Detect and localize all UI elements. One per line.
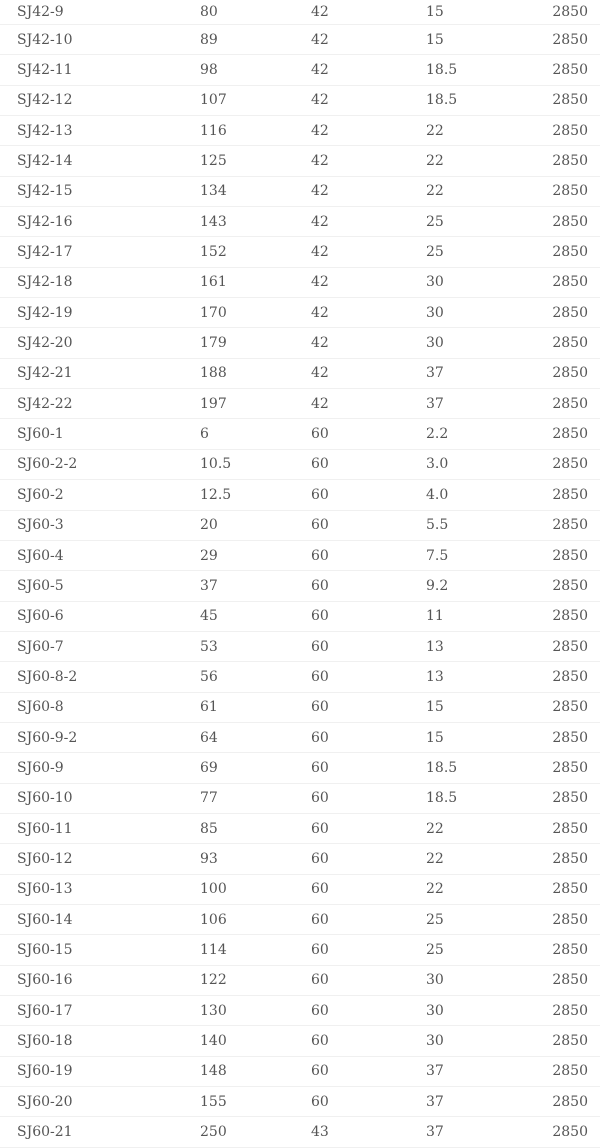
model-cell: SJ60-16	[0, 965, 200, 995]
power-cell: 30	[426, 328, 542, 358]
table-row	[0, 996, 600, 1026]
flow-cell: 89	[200, 25, 311, 55]
table-row	[0, 207, 600, 237]
model-cell: SJ60-7	[0, 631, 200, 661]
speed-cell: 2850	[542, 692, 600, 722]
head-cell: 60	[311, 631, 426, 661]
speed-cell: 2850	[542, 904, 600, 934]
head-cell: 60	[311, 601, 426, 631]
head-cell: 60	[311, 874, 426, 904]
head-cell: 60	[311, 449, 426, 479]
head-cell: 42	[311, 25, 426, 55]
head-cell: 42	[311, 328, 426, 358]
power-cell: 37	[426, 1056, 542, 1086]
table-row	[0, 1026, 600, 1056]
table-row	[0, 389, 600, 419]
table-row	[0, 267, 600, 297]
model-cell: SJ60-17	[0, 996, 200, 1026]
flow-cell: 45	[200, 601, 311, 631]
speed-cell: 2850	[542, 176, 600, 206]
power-cell: 15	[426, 722, 542, 752]
head-cell: 42	[311, 116, 426, 146]
model-cell: SJ60-2-2	[0, 449, 200, 479]
power-cell: 15	[426, 0, 542, 25]
model-cell: SJ42-22	[0, 389, 200, 419]
speed-cell: 2850	[542, 571, 600, 601]
head-cell: 42	[311, 389, 426, 419]
table-row	[0, 55, 600, 85]
power-cell: 18.5	[426, 753, 542, 783]
power-cell: 30	[426, 298, 542, 328]
speed-cell: 2850	[542, 722, 600, 752]
model-cell: SJ42-18	[0, 267, 200, 297]
speed-cell: 2850	[542, 267, 600, 297]
model-cell: SJ60-19	[0, 1056, 200, 1086]
speed-cell: 2850	[542, 783, 600, 813]
power-cell: 18.5	[426, 55, 542, 85]
power-cell: 37	[426, 389, 542, 419]
power-cell: 15	[426, 25, 542, 55]
flow-cell: 179	[200, 328, 311, 358]
model-cell: SJ60-6	[0, 601, 200, 631]
speed-cell: 2850	[542, 813, 600, 843]
model-cell: SJ42-21	[0, 358, 200, 388]
flow-cell: 155	[200, 1087, 311, 1117]
head-cell: 42	[311, 358, 426, 388]
table-row	[0, 0, 600, 25]
table-row	[0, 601, 600, 631]
head-cell: 60	[311, 1087, 426, 1117]
head-cell: 42	[311, 146, 426, 176]
speed-cell: 2850	[542, 25, 600, 55]
speed-cell: 2850	[542, 935, 600, 965]
model-cell: SJ42-12	[0, 85, 200, 115]
table-row	[0, 419, 600, 449]
head-cell: 60	[311, 722, 426, 752]
table-row	[0, 965, 600, 995]
table-row	[0, 237, 600, 267]
head-cell: 60	[311, 1026, 426, 1056]
model-cell: SJ60-11	[0, 813, 200, 843]
table-row	[0, 692, 600, 722]
table-row	[0, 662, 600, 692]
speed-cell: 2850	[542, 207, 600, 237]
model-cell: SJ60-14	[0, 904, 200, 934]
flow-cell: 20	[200, 510, 311, 540]
power-cell: 2.2	[426, 419, 542, 449]
flow-cell: 116	[200, 116, 311, 146]
model-cell: SJ42-16	[0, 207, 200, 237]
head-cell: 60	[311, 813, 426, 843]
head-cell: 60	[311, 662, 426, 692]
power-cell: 30	[426, 1026, 542, 1056]
speed-cell: 2850	[542, 237, 600, 267]
table-row	[0, 783, 600, 813]
model-cell: SJ42-11	[0, 55, 200, 85]
head-cell: 43	[311, 1117, 426, 1147]
table-row	[0, 510, 600, 540]
head-cell: 42	[311, 207, 426, 237]
flow-cell: 56	[200, 662, 311, 692]
model-cell: SJ42-13	[0, 116, 200, 146]
head-cell: 42	[311, 0, 426, 25]
table-row	[0, 480, 600, 510]
table-row	[0, 449, 600, 479]
power-cell: 13	[426, 631, 542, 661]
table-row	[0, 631, 600, 661]
power-cell: 37	[426, 358, 542, 388]
flow-cell: 61	[200, 692, 311, 722]
head-cell: 60	[311, 419, 426, 449]
flow-cell: 161	[200, 267, 311, 297]
flow-cell: 77	[200, 783, 311, 813]
flow-cell: 100	[200, 874, 311, 904]
flow-cell: 250	[200, 1117, 311, 1147]
power-cell: 15	[426, 692, 542, 722]
table-row	[0, 1087, 600, 1117]
table-row	[0, 904, 600, 934]
speed-cell: 2850	[542, 662, 600, 692]
flow-cell: 6	[200, 419, 311, 449]
table-row	[0, 540, 600, 570]
model-cell: SJ42-14	[0, 146, 200, 176]
flow-cell: 98	[200, 55, 311, 85]
flow-cell: 134	[200, 176, 311, 206]
table-row	[0, 1117, 600, 1147]
head-cell: 60	[311, 844, 426, 874]
table-row	[0, 176, 600, 206]
flow-cell: 80	[200, 0, 311, 25]
flow-cell: 53	[200, 631, 311, 661]
model-cell: SJ60-13	[0, 874, 200, 904]
power-cell: 37	[426, 1087, 542, 1117]
flow-cell: 106	[200, 904, 311, 934]
head-cell: 42	[311, 85, 426, 115]
speed-cell: 2850	[542, 1056, 600, 1086]
flow-cell: 93	[200, 844, 311, 874]
table-row	[0, 116, 600, 146]
table-row	[0, 85, 600, 115]
flow-cell: 85	[200, 813, 311, 843]
flow-cell: 170	[200, 298, 311, 328]
power-cell: 30	[426, 996, 542, 1026]
speed-cell: 2850	[542, 1087, 600, 1117]
model-cell: SJ60-18	[0, 1026, 200, 1056]
flow-cell: 12.5	[200, 480, 311, 510]
model-cell: SJ60-4	[0, 540, 200, 570]
head-cell: 60	[311, 996, 426, 1026]
speed-cell: 2850	[542, 510, 600, 540]
head-cell: 60	[311, 1056, 426, 1086]
power-cell: 30	[426, 965, 542, 995]
head-cell: 60	[311, 935, 426, 965]
power-cell: 13	[426, 662, 542, 692]
head-cell: 60	[311, 965, 426, 995]
power-cell: 25	[426, 935, 542, 965]
flow-cell: 130	[200, 996, 311, 1026]
table-row	[0, 298, 600, 328]
model-cell: SJ42-9	[0, 0, 200, 25]
model-cell: SJ42-15	[0, 176, 200, 206]
speed-cell: 2850	[542, 419, 600, 449]
flow-cell: 107	[200, 85, 311, 115]
flow-cell: 152	[200, 237, 311, 267]
table-row	[0, 1056, 600, 1086]
model-cell: SJ60-5	[0, 571, 200, 601]
power-cell: 30	[426, 267, 542, 297]
speed-cell: 2850	[542, 631, 600, 661]
flow-cell: 69	[200, 753, 311, 783]
model-cell: SJ60-2	[0, 480, 200, 510]
speed-cell: 2850	[542, 85, 600, 115]
model-cell: SJ60-20	[0, 1087, 200, 1117]
speed-cell: 2850	[542, 146, 600, 176]
head-cell: 42	[311, 237, 426, 267]
flow-cell: 197	[200, 389, 311, 419]
model-cell: SJ60-9-2	[0, 722, 200, 752]
table-row	[0, 844, 600, 874]
table-row	[0, 146, 600, 176]
power-cell: 22	[426, 146, 542, 176]
speed-cell: 2850	[542, 0, 600, 25]
model-cell: SJ42-20	[0, 328, 200, 358]
speed-cell: 2850	[542, 965, 600, 995]
model-cell: SJ60-8-2	[0, 662, 200, 692]
table-row	[0, 571, 600, 601]
speed-cell: 2850	[542, 540, 600, 570]
head-cell: 60	[311, 480, 426, 510]
power-cell: 25	[426, 237, 542, 267]
head-cell: 60	[311, 692, 426, 722]
model-cell: SJ42-19	[0, 298, 200, 328]
flow-cell: 10.5	[200, 449, 311, 479]
table-row	[0, 935, 600, 965]
speed-cell: 2850	[542, 874, 600, 904]
table-row	[0, 874, 600, 904]
speed-cell: 2850	[542, 601, 600, 631]
flow-cell: 122	[200, 965, 311, 995]
power-cell: 7.5	[426, 540, 542, 570]
flow-cell: 64	[200, 722, 311, 752]
head-cell: 42	[311, 176, 426, 206]
head-cell: 42	[311, 298, 426, 328]
model-cell: SJ60-8	[0, 692, 200, 722]
power-cell: 18.5	[426, 783, 542, 813]
power-cell: 18.5	[426, 85, 542, 115]
model-cell: SJ60-3	[0, 510, 200, 540]
power-cell: 25	[426, 207, 542, 237]
speed-cell: 2850	[542, 844, 600, 874]
model-cell: SJ60-10	[0, 783, 200, 813]
table-row	[0, 328, 600, 358]
flow-cell: 148	[200, 1056, 311, 1086]
speed-cell: 2850	[542, 480, 600, 510]
flow-cell: 140	[200, 1026, 311, 1056]
flow-cell: 188	[200, 358, 311, 388]
power-cell: 22	[426, 844, 542, 874]
power-cell: 22	[426, 116, 542, 146]
power-cell: 22	[426, 813, 542, 843]
flow-cell: 37	[200, 571, 311, 601]
table-row	[0, 25, 600, 55]
power-cell: 5.5	[426, 510, 542, 540]
head-cell: 60	[311, 571, 426, 601]
speed-cell: 2850	[542, 1117, 600, 1147]
model-cell: SJ60-21	[0, 1117, 200, 1147]
head-cell: 60	[311, 783, 426, 813]
head-cell: 42	[311, 267, 426, 297]
power-cell: 3.0	[426, 449, 542, 479]
speed-cell: 2850	[542, 55, 600, 85]
speed-cell: 2850	[542, 358, 600, 388]
head-cell: 60	[311, 510, 426, 540]
speed-cell: 2850	[542, 449, 600, 479]
flow-cell: 143	[200, 207, 311, 237]
model-cell: SJ42-10	[0, 25, 200, 55]
speed-cell: 2850	[542, 328, 600, 358]
head-cell: 60	[311, 540, 426, 570]
power-cell: 4.0	[426, 480, 542, 510]
power-cell: 37	[426, 1117, 542, 1147]
table-row	[0, 753, 600, 783]
speed-cell: 2850	[542, 996, 600, 1026]
model-cell: SJ60-12	[0, 844, 200, 874]
flow-cell: 29	[200, 540, 311, 570]
table-row	[0, 813, 600, 843]
speed-cell: 2850	[542, 753, 600, 783]
power-cell: 11	[426, 601, 542, 631]
model-cell: SJ60-15	[0, 935, 200, 965]
speed-cell: 2850	[542, 1026, 600, 1056]
model-cell: SJ42-17	[0, 237, 200, 267]
power-cell: 25	[426, 904, 542, 934]
head-cell: 42	[311, 55, 426, 85]
model-cell: SJ60-1	[0, 419, 200, 449]
head-cell: 60	[311, 753, 426, 783]
head-cell: 60	[311, 904, 426, 934]
speed-cell: 2850	[542, 298, 600, 328]
power-cell: 22	[426, 176, 542, 206]
model-cell: SJ60-9	[0, 753, 200, 783]
table-row	[0, 722, 600, 752]
speed-cell: 2850	[542, 389, 600, 419]
flow-cell: 125	[200, 146, 311, 176]
flow-cell: 114	[200, 935, 311, 965]
power-cell: 9.2	[426, 571, 542, 601]
power-cell: 22	[426, 874, 542, 904]
table-row	[0, 358, 600, 388]
speed-cell: 2850	[542, 116, 600, 146]
